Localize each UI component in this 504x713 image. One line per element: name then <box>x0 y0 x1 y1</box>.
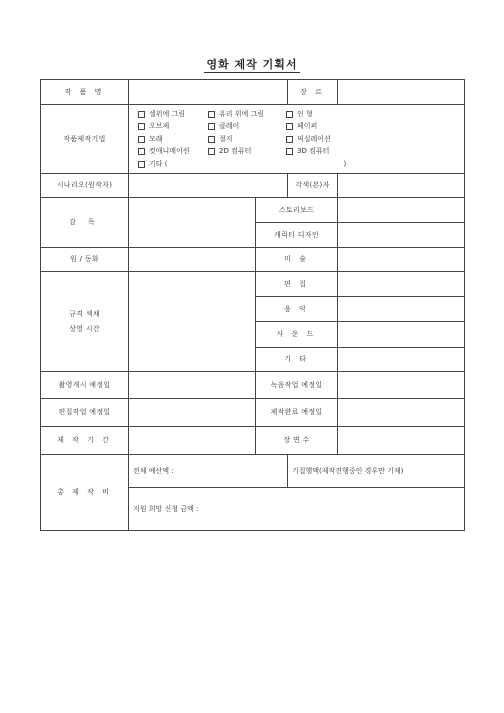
checkbox-icon[interactable] <box>138 148 145 155</box>
checkbox-icon[interactable] <box>286 136 293 143</box>
checkbox-icon[interactable] <box>138 136 145 143</box>
option-clay[interactable]: 클레이 <box>208 120 286 133</box>
checkbox-icon[interactable] <box>138 161 145 168</box>
edit-date-label: 편집작업 예정일 <box>41 399 129 427</box>
spec-label <box>41 272 129 372</box>
total-cost-label: 총 제 작 비 <box>41 455 129 531</box>
option-3d-computer[interactable]: 3D 컴퓨터 <box>286 145 376 158</box>
checkbox-icon[interactable] <box>208 123 215 130</box>
document-title <box>0 56 504 72</box>
title-field[interactable] <box>129 80 288 105</box>
option-glass[interactable]: 유리 위에 그림 <box>208 108 286 121</box>
row-title <box>41 80 465 105</box>
title-label: 작 품 명 <box>41 80 129 105</box>
checkbox-icon[interactable] <box>138 111 145 118</box>
request-field[interactable]: 지원 희망 신청 금액 : <box>129 488 465 531</box>
option-object[interactable]: 오브제 <box>138 120 208 133</box>
spec-label-line-2: 상영 시간 <box>69 324 100 333</box>
screenplay-field[interactable] <box>338 174 465 198</box>
production-plan-form <box>40 79 465 531</box>
option-cut-animation[interactable]: 컷애니메이션 <box>138 145 208 158</box>
cuts-field[interactable] <box>338 427 465 455</box>
technique-label: 작품제작기법 <box>41 105 129 174</box>
shoot-start-label: 촬영개시 예정일 <box>41 372 129 399</box>
row-cost-1 <box>41 455 465 488</box>
sound-label: 사 운 드 <box>256 322 338 348</box>
checkbox-icon[interactable] <box>286 123 293 130</box>
genre-label: 장 르 <box>288 80 338 105</box>
option-cel[interactable]: 셀위에 그림 <box>138 108 208 121</box>
sound-field[interactable] <box>338 322 465 348</box>
other-label: 기 타 <box>256 348 338 372</box>
total-budget-field[interactable]: 전체 예산액 : <box>129 455 288 488</box>
row-scenario <box>41 174 465 198</box>
scenario-field[interactable] <box>129 174 288 198</box>
screenplay-label: 각색(본)자 <box>288 174 338 198</box>
recording-field[interactable] <box>338 372 465 399</box>
spec-label-line-1: 규격 색채 <box>69 310 100 319</box>
storyboard-label: 스토리보드 <box>256 198 338 223</box>
edit-date-field[interactable] <box>129 399 256 427</box>
director-label: 감 독 <box>41 198 129 248</box>
option-paper[interactable]: 페이퍼 <box>286 120 376 133</box>
funding-field[interactable]: 기집행액(제작진행중인 경우만 기재) <box>288 455 465 488</box>
option-other[interactable] <box>132 158 461 171</box>
option-pixilation[interactable]: 픽실레이션 <box>286 133 376 146</box>
music-field[interactable] <box>338 297 465 322</box>
checkbox-icon[interactable] <box>286 148 293 155</box>
director-field[interactable] <box>129 198 256 248</box>
period-label: 제 작 기 간 <box>41 427 129 455</box>
editing-label: 편 집 <box>256 272 338 297</box>
animation-field[interactable] <box>129 248 256 272</box>
document-title-text: 영화 제작 기획서 <box>206 58 298 71</box>
art-label: 미 술 <box>256 248 338 272</box>
option-2d-computer[interactable]: 2D 컴퓨터 <box>208 145 286 158</box>
technique-options-cell <box>129 105 465 174</box>
row-spec-1 <box>41 272 465 297</box>
character-design-label: 캐릭터 디자인 <box>256 223 338 248</box>
other-field[interactable] <box>338 348 465 372</box>
period-field[interactable] <box>129 427 256 455</box>
checkbox-icon[interactable] <box>208 148 215 155</box>
option-puppet[interactable]: 인 형 <box>286 108 376 121</box>
cuts-label: 장 면 수 <box>256 427 338 455</box>
option-other-label: 기타 ( <box>149 159 168 168</box>
animation-label: 원 / 동화 <box>41 248 129 272</box>
row-technique <box>41 105 465 174</box>
scenario-label: 시나리오(원작자) <box>41 174 129 198</box>
art-field[interactable] <box>338 248 465 272</box>
character-design-field[interactable] <box>338 223 465 248</box>
recording-label: 녹음작업 예정일 <box>256 372 338 399</box>
option-other-close: ) <box>343 159 347 168</box>
spec-field[interactable] <box>129 272 256 372</box>
shoot-start-field[interactable] <box>129 372 256 399</box>
checkbox-icon[interactable] <box>286 111 293 118</box>
genre-field[interactable] <box>338 80 465 105</box>
checkbox-icon[interactable] <box>138 123 145 130</box>
complete-label: 제작완료 예정일 <box>256 399 338 427</box>
storyboard-field[interactable] <box>338 198 465 223</box>
row-shoot-start <box>41 372 465 399</box>
option-sand[interactable]: 모래 <box>138 133 208 146</box>
checkbox-icon[interactable] <box>208 111 215 118</box>
row-edit-date <box>41 399 465 427</box>
editing-field[interactable] <box>338 272 465 297</box>
checkbox-icon[interactable] <box>208 136 215 143</box>
row-animation <box>41 248 465 272</box>
row-period <box>41 427 465 455</box>
music-label: 음 악 <box>256 297 338 322</box>
technique-options <box>132 108 461 158</box>
option-cutout[interactable]: 절지 <box>208 133 286 146</box>
row-director-1 <box>41 198 465 223</box>
complete-field[interactable] <box>338 399 465 427</box>
